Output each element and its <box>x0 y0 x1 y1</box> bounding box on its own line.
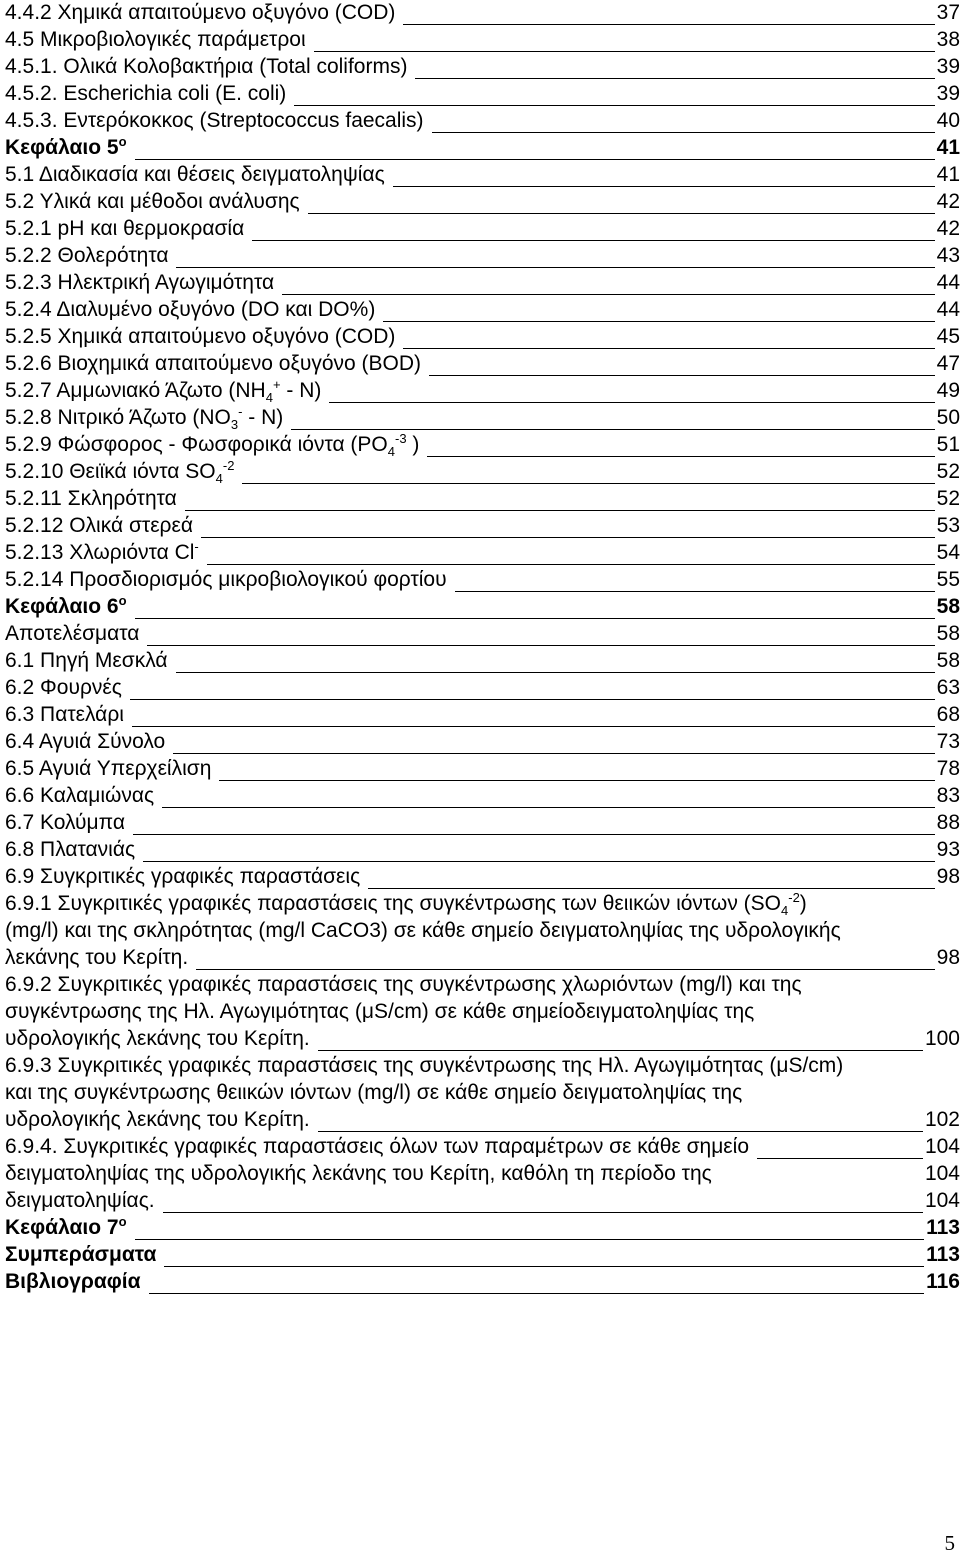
toc-entry[interactable] <box>5 378 960 405</box>
toc-entry[interactable] <box>5 108 960 135</box>
toc-entry-page: 78 <box>936 757 960 780</box>
toc-entry-page: 88 <box>936 811 960 834</box>
toc-entry-page: 113 <box>926 1216 960 1239</box>
toc-entry-title: 6.1 Πηγή Μεσκλά <box>5 649 168 672</box>
toc-entry-title: υδρολογικής λεκάνης του Κερίτη. <box>5 1108 310 1131</box>
toc-entry[interactable] <box>5 486 960 513</box>
toc-entry-title: 4.5.3. Εντερόκοκκος (Streptococcus faecalis) <box>5 109 424 132</box>
toc-entry[interactable] <box>5 999 960 1026</box>
toc-entry-page: 53 <box>936 514 960 537</box>
toc-entry[interactable] <box>5 1269 960 1296</box>
toc-entry-page: 98 <box>936 865 960 888</box>
toc-leader-line <box>318 1131 923 1132</box>
toc-leader-line <box>147 645 934 646</box>
toc-entry[interactable] <box>5 27 960 54</box>
toc-leader-line <box>207 564 935 565</box>
toc-entry[interactable] <box>5 1215 960 1242</box>
toc-entry-page: 42 <box>936 190 960 213</box>
toc-entry[interactable] <box>5 648 960 675</box>
toc-entry-page: 39 <box>936 55 960 78</box>
toc-entry-page: 98 <box>936 946 960 969</box>
toc-entry[interactable] <box>5 54 960 81</box>
toc-leader-line <box>132 726 935 727</box>
toc-leader-line <box>196 969 934 970</box>
toc-leader-line <box>130 699 935 700</box>
toc-entry-title: 4.5.2. Escherichia coli (E. coli) <box>5 82 287 105</box>
toc-entry-page: 40 <box>936 109 960 132</box>
toc-entry-title: 5.2.12 Ολικά στερεά <box>5 514 194 537</box>
toc-leader-line <box>455 591 935 592</box>
toc-leader-line <box>219 780 934 781</box>
toc-leader-line <box>162 807 934 808</box>
toc-entry-title: 6.8 Πλατανιάς <box>5 838 136 861</box>
toc-entry-title: 4.5 Μικροβιολογικές παράμετροι <box>5 28 306 51</box>
toc-entry-title: 6.9 Συγκριτικές γραφικές παραστάσεις <box>5 865 361 888</box>
toc-entry-title: 5.2.14 Προσδιορισμός μικροβιολογικού φορτίου <box>5 568 447 591</box>
toc-leader-line <box>415 78 934 79</box>
toc-entry-title: 5.1 Διαδικασία και θέσεις δειγματοληψίας <box>5 163 385 186</box>
toc-leader-line <box>429 375 935 376</box>
toc-entry-title: 6.9.2 Συγκριτικές γραφικές παραστάσεις της συγκέντρωσης χλωριόντων (mg/l) και της <box>5 973 802 996</box>
toc-entry-page: 39 <box>936 82 960 105</box>
toc-leader-line <box>294 105 934 106</box>
toc-entry-title: υδρολογικής λεκάνης του Κερίτη. <box>5 1027 310 1050</box>
toc-entry[interactable] <box>5 756 960 783</box>
toc-entry-title: Αποτελέσματα <box>5 622 140 645</box>
toc-entry-page: 43 <box>936 244 960 267</box>
toc-entry[interactable] <box>5 243 960 270</box>
toc-leader-line <box>318 1050 923 1051</box>
toc-entry-page: 44 <box>936 298 960 321</box>
toc-leader-line <box>757 1158 923 1159</box>
toc-leader-line <box>149 1293 925 1294</box>
toc-leader-line <box>403 24 934 25</box>
toc-entry[interactable] <box>5 918 960 945</box>
toc-entry[interactable] <box>5 0 960 27</box>
toc-entry[interactable] <box>5 729 960 756</box>
toc-entry-title: 5.2.9 Φώσφορος - Φωσφορικά ιόντα ($PO_4^{-3}$ ) <box>5 431 420 460</box>
toc-entry-page: 83 <box>936 784 960 807</box>
toc-entry-title: 6.2 Φουρνές <box>5 676 122 699</box>
toc-entry-title: 5.2.7 Αμμωνιακό Άζωτο $(NH_4^+ - N)$ <box>5 377 322 406</box>
toc-leader-line <box>291 429 934 430</box>
toc-entry[interactable] <box>5 189 960 216</box>
toc-entry[interactable] <box>5 81 960 108</box>
toc-entry[interactable] <box>5 945 960 972</box>
toc-entry-title: 4.4.2 Χημικά απαιτούμενο οξυγόνο (COD) <box>5 1 396 24</box>
toc-leader-line <box>329 402 934 403</box>
toc-entry-page: 113 <box>926 1243 960 1266</box>
toc-entry-title: 5.2.1 pH και θερμοκρασία <box>5 217 245 240</box>
toc-leader-line <box>133 834 935 835</box>
toc-entry-page: 41 <box>936 163 960 186</box>
toc-entry-page: 49 <box>936 379 960 402</box>
toc-entry-title: Συμπεράσματα <box>5 1243 157 1266</box>
toc-leader-line <box>135 618 935 619</box>
toc-entry-title: 5.2.5 Χημικά απαιτούμενο οξυγόνο (COD) <box>5 325 396 348</box>
toc-entry-page: 93 <box>936 838 960 861</box>
toc-entry-title: 5.2 Υλικά και μέθοδοι ανάλυσης <box>5 190 300 213</box>
toc-leader-line <box>135 159 935 160</box>
toc-leader-line <box>176 672 935 673</box>
toc-entry-page: 63 <box>936 676 960 699</box>
toc-entry[interactable] <box>5 351 960 378</box>
toc-leader-line <box>383 321 934 322</box>
toc-entry[interactable] <box>5 891 960 918</box>
toc-leader-line <box>143 861 935 862</box>
toc-entry[interactable] <box>5 837 960 864</box>
toc-entry-page: 45 <box>936 325 960 348</box>
toc-entry[interactable] <box>5 162 960 189</box>
toc-entry-title: 5.2.2 Θολερότητα <box>5 244 169 267</box>
toc-entry-page: 58 <box>936 595 960 618</box>
toc-entry[interactable] <box>5 1080 960 1107</box>
toc-leader-line <box>393 186 935 187</box>
toc-entry-page: 58 <box>936 622 960 645</box>
toc-entry-page: 52 <box>936 460 960 483</box>
toc-entry-page: 38 <box>936 28 960 51</box>
toc-entry-title: Κεφάλαιο $6^o$ <box>5 593 127 618</box>
toc-entry[interactable] <box>5 1107 960 1134</box>
toc-entry[interactable] <box>5 432 960 459</box>
toc-entry[interactable] <box>5 1134 960 1161</box>
toc-entry-title: Βιβλιογραφία <box>5 1270 141 1293</box>
toc-leader-line <box>164 1266 924 1267</box>
toc-entry[interactable] <box>5 972 960 999</box>
toc-leader-line <box>308 213 935 214</box>
toc-entry-title: 5.2.4 Διαλυμένο οξυγόνο (DO και DO%) <box>5 298 376 321</box>
toc-leader-line <box>368 888 934 889</box>
toc-entry[interactable] <box>5 1188 960 1215</box>
toc-leader-line <box>201 537 935 538</box>
toc-entry-page: 44 <box>936 271 960 294</box>
toc-entry[interactable] <box>5 621 960 648</box>
toc-entry[interactable] <box>5 783 960 810</box>
toc-entry-title: 5.2.3 Ηλεκτρική Αγωγιμότητα <box>5 271 275 294</box>
toc-leader-line <box>185 510 935 511</box>
toc-entry-title: 5.2.6 Βιοχημικά απαιτούμενο οξυγόνο (BOD) <box>5 352 422 375</box>
toc-entry-page: 116 <box>926 1270 960 1293</box>
toc-entry[interactable] <box>5 297 960 324</box>
toc-entry[interactable] <box>5 810 960 837</box>
toc-entry[interactable] <box>5 513 960 540</box>
toc-entry[interactable] <box>5 675 960 702</box>
toc-leader-line <box>135 1239 925 1240</box>
toc-entry[interactable] <box>5 324 960 351</box>
toc-entry[interactable] <box>5 540 960 567</box>
toc-entry[interactable] <box>5 702 960 729</box>
toc-entry-page: 54 <box>936 541 960 564</box>
toc-entry[interactable] <box>5 216 960 243</box>
toc-entry-title: 6.9.1 Συγκριτικές γραφικές παραστάσεις της συγκέντρωσης των θειικών ιόντων $(SO_4^{-2})$ <box>5 890 807 919</box>
toc-entry-title: 6.7 Κολύμπα <box>5 811 125 834</box>
toc-entry-title: δειγματοληψίας. <box>5 1189 155 1212</box>
toc-leader-line <box>163 1212 923 1213</box>
toc-entry-page: 51 <box>936 433 960 456</box>
toc-leader-line <box>432 132 935 133</box>
toc-entry-title: 5.2.13 Χλωριόντα Cl- <box>5 539 199 564</box>
toc-entry-title: συγκέντρωσης της Ηλ. Αγωγιμότητας (μS/cm) σε κάθε σημείοδειγματοληψίας της <box>5 1000 755 1023</box>
toc-entry-title: 5.2.8 Νιτρικό Άζωτο $(NO_3^- - N)$ <box>5 404 284 433</box>
toc-leader-line <box>282 294 935 295</box>
toc-entry[interactable] <box>5 1053 960 1080</box>
toc-entry-page: 52 <box>936 487 960 510</box>
toc-leader-line <box>252 240 934 241</box>
toc-entry-title: 5.2.11 Σκληρότητα <box>5 487 177 510</box>
toc-entry[interactable] <box>5 1026 960 1053</box>
toc-entry[interactable] <box>5 1242 960 1269</box>
toc-entry-page: 41 <box>936 136 960 159</box>
toc-entry-page: 37 <box>936 1 960 24</box>
toc-entry[interactable] <box>5 594 960 621</box>
toc-entry-page: 55 <box>936 568 960 591</box>
toc-entry-title: Κεφάλαιο $7^o$ <box>5 1214 127 1239</box>
toc-leader-line <box>173 753 934 754</box>
toc-leader-line <box>242 483 934 484</box>
toc-leader-line <box>403 348 934 349</box>
toc-entry[interactable] <box>5 459 960 486</box>
toc-entry-page: 102 <box>924 1108 960 1131</box>
toc-entry-page: 100 <box>924 1027 960 1050</box>
toc-entry[interactable] <box>5 270 960 297</box>
toc-entry-page: 73 <box>936 730 960 753</box>
toc-entry-page: 58 <box>936 649 960 672</box>
toc-entry-title: δειγματοληψίας της υδρολογικής λεκάνης του Κερίτη, καθόλη τη περίοδο της <box>5 1162 712 1185</box>
table-of-contents <box>5 0 960 1296</box>
toc-entry-page: 104 <box>924 1189 960 1212</box>
toc-entry[interactable] <box>5 567 960 594</box>
toc-entry[interactable] <box>5 1161 960 1188</box>
page-number: 5 <box>944 1531 955 1555</box>
toc-entry-page: 104 <box>924 1162 960 1185</box>
toc-entry-title: 5.2.10 Θειϊκά ιόντα $SO_4^{-2}$ <box>5 458 235 487</box>
toc-entry-title: 6.6 Καλαμιώνας <box>5 784 155 807</box>
toc-entry[interactable] <box>5 135 960 162</box>
toc-entry-page: 47 <box>936 352 960 375</box>
toc-entry-title: λεκάνης του Κερίτη. <box>5 946 189 969</box>
toc-entry[interactable] <box>5 864 960 891</box>
toc-leader-line <box>427 456 934 457</box>
toc-entry-title: (mg/l) και της σκληρότητας (mg/l CaCO3) σε κάθε σημείο δειγματοληψίας της υδρολογικής <box>5 919 841 942</box>
toc-entry-title: και της συγκέντρωσης θειικών ιόντων (mg/l) σε κάθε σημείο δειγματοληψίας της <box>5 1081 743 1104</box>
toc-entry-page: 50 <box>936 406 960 429</box>
toc-entry-title: 6.4 Αγυιά Σύνολο <box>5 730 166 753</box>
toc-entry-title: 4.5.1. Ολικά Κολοβακτήρια (Total coliforms) <box>5 55 408 78</box>
toc-entry-title: 6.5 Αγυιά Υπερχείλιση <box>5 757 212 780</box>
toc-leader-line <box>314 51 935 52</box>
toc-entry-title: 6.3 Πατελάρι <box>5 703 124 726</box>
toc-leader-line <box>176 267 934 268</box>
toc-entry-page: 68 <box>936 703 960 726</box>
toc-entry-title: 6.9.3 Συγκριτικές γραφικές παραστάσεις της συγκέντρωσης της Ηλ. Αγωγιμότητας (μS/cm) <box>5 1054 844 1077</box>
toc-entry-title: Κεφάλαιο $5^o$ <box>5 134 127 159</box>
toc-entry-page: 42 <box>936 217 960 240</box>
toc-entry-page: 104 <box>924 1135 960 1158</box>
toc-entry[interactable] <box>5 405 960 432</box>
toc-entry-title: 6.9.4. Συγκριτικές γραφικές παραστάσεις όλων των παραμέτρων σε κάθε σημείο <box>5 1135 750 1158</box>
